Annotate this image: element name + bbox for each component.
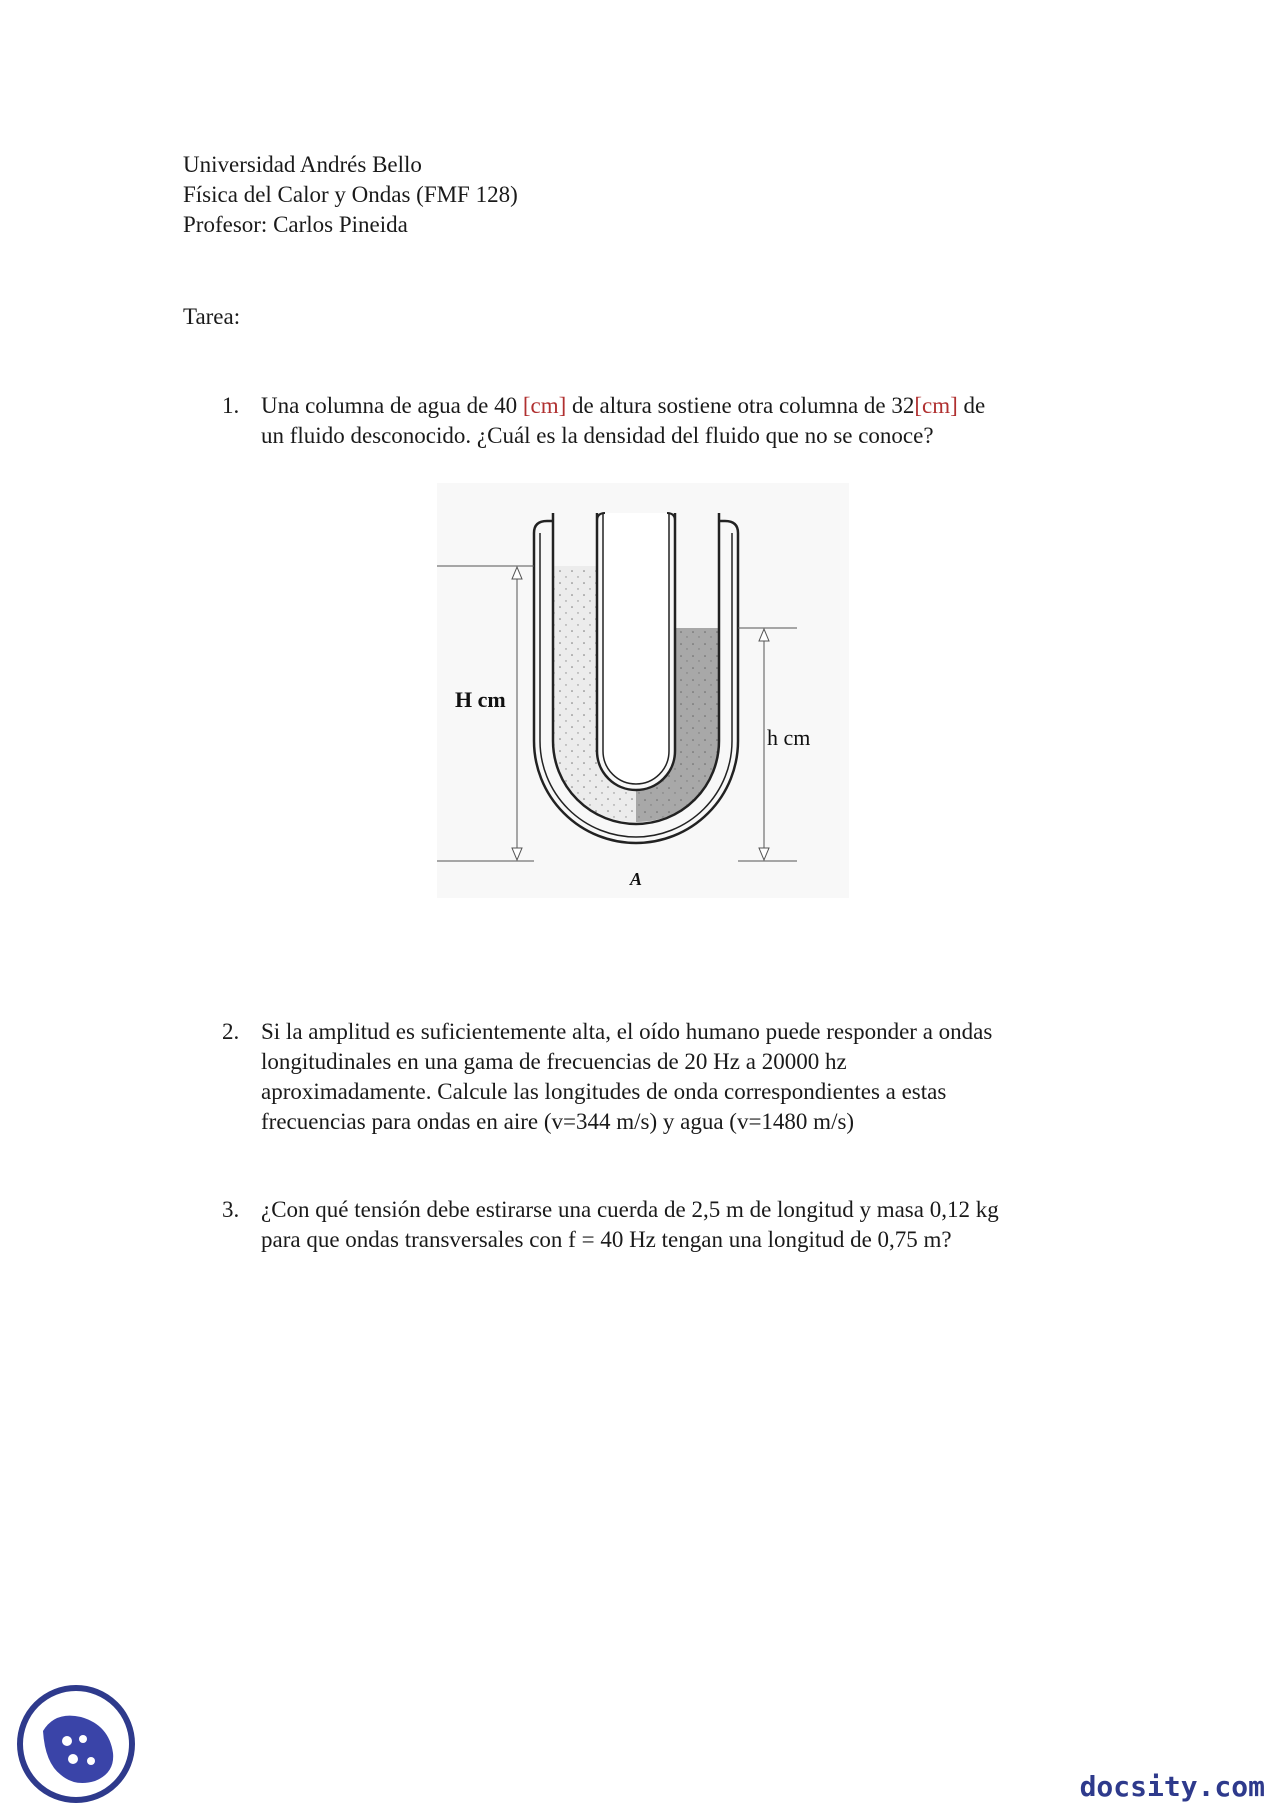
label-H: H cm [455,687,506,712]
question-1 [222,391,1122,451]
question-number: 1. [222,393,240,418]
unit-cm: [cm] [914,393,958,418]
tarea-heading: Tarea: [183,304,241,329]
question-line: ¿Con qué tensión debe estirarse una cuerda de 2,5 m de longitud y masa 0,12 kg [261,1197,999,1222]
question-line: para que ondas transversales con f = 40 Hz tengan una longitud de 0,75 m? [261,1227,952,1252]
question-2 [222,1017,1122,1137]
course-name: Física del Calor y Ondas (FMF 128) [183,182,518,207]
university-name: Universidad Andrés Bello [183,152,422,177]
question-line: Una columna de agua de 40 [cm] de altura sostiene otra columna de 32[cm] de [261,393,986,418]
inner-u-core [603,513,669,784]
professor-name: Profesor: Carlos Pineida [183,212,408,237]
question-number: 2. [222,1019,240,1044]
docsity-logo-icon [15,1683,137,1805]
question-line: un fluido desconocido. ¿Cuál es la densidad del fluido que no se conoce? [261,423,934,448]
unit-cm: [cm] [522,393,567,418]
question-line: aproximadamente. Calcule las longitudes de onda correspondientes a estas [261,1079,947,1104]
question-line: frecuencias para ondas en aire (v=344 m/s) y agua (v=1480 m/s) [261,1109,855,1134]
document-header [183,150,518,240]
docsity-watermark[interactable]: docsity.com [1079,1770,1265,1803]
label-h: h cm [767,725,811,750]
label-A: A [630,869,643,889]
question-3 [222,1195,1122,1255]
u-tube-figure [437,483,849,898]
question-line: Si la amplitud es suficientemente alta, el oído humano puede responder a ondas [261,1019,993,1044]
question-number: 3. [222,1197,240,1222]
question-line: longitudinales en una gama de frecuencias de 20 Hz a 20000 hz [261,1049,847,1074]
u-tube-diagram [437,483,849,898]
